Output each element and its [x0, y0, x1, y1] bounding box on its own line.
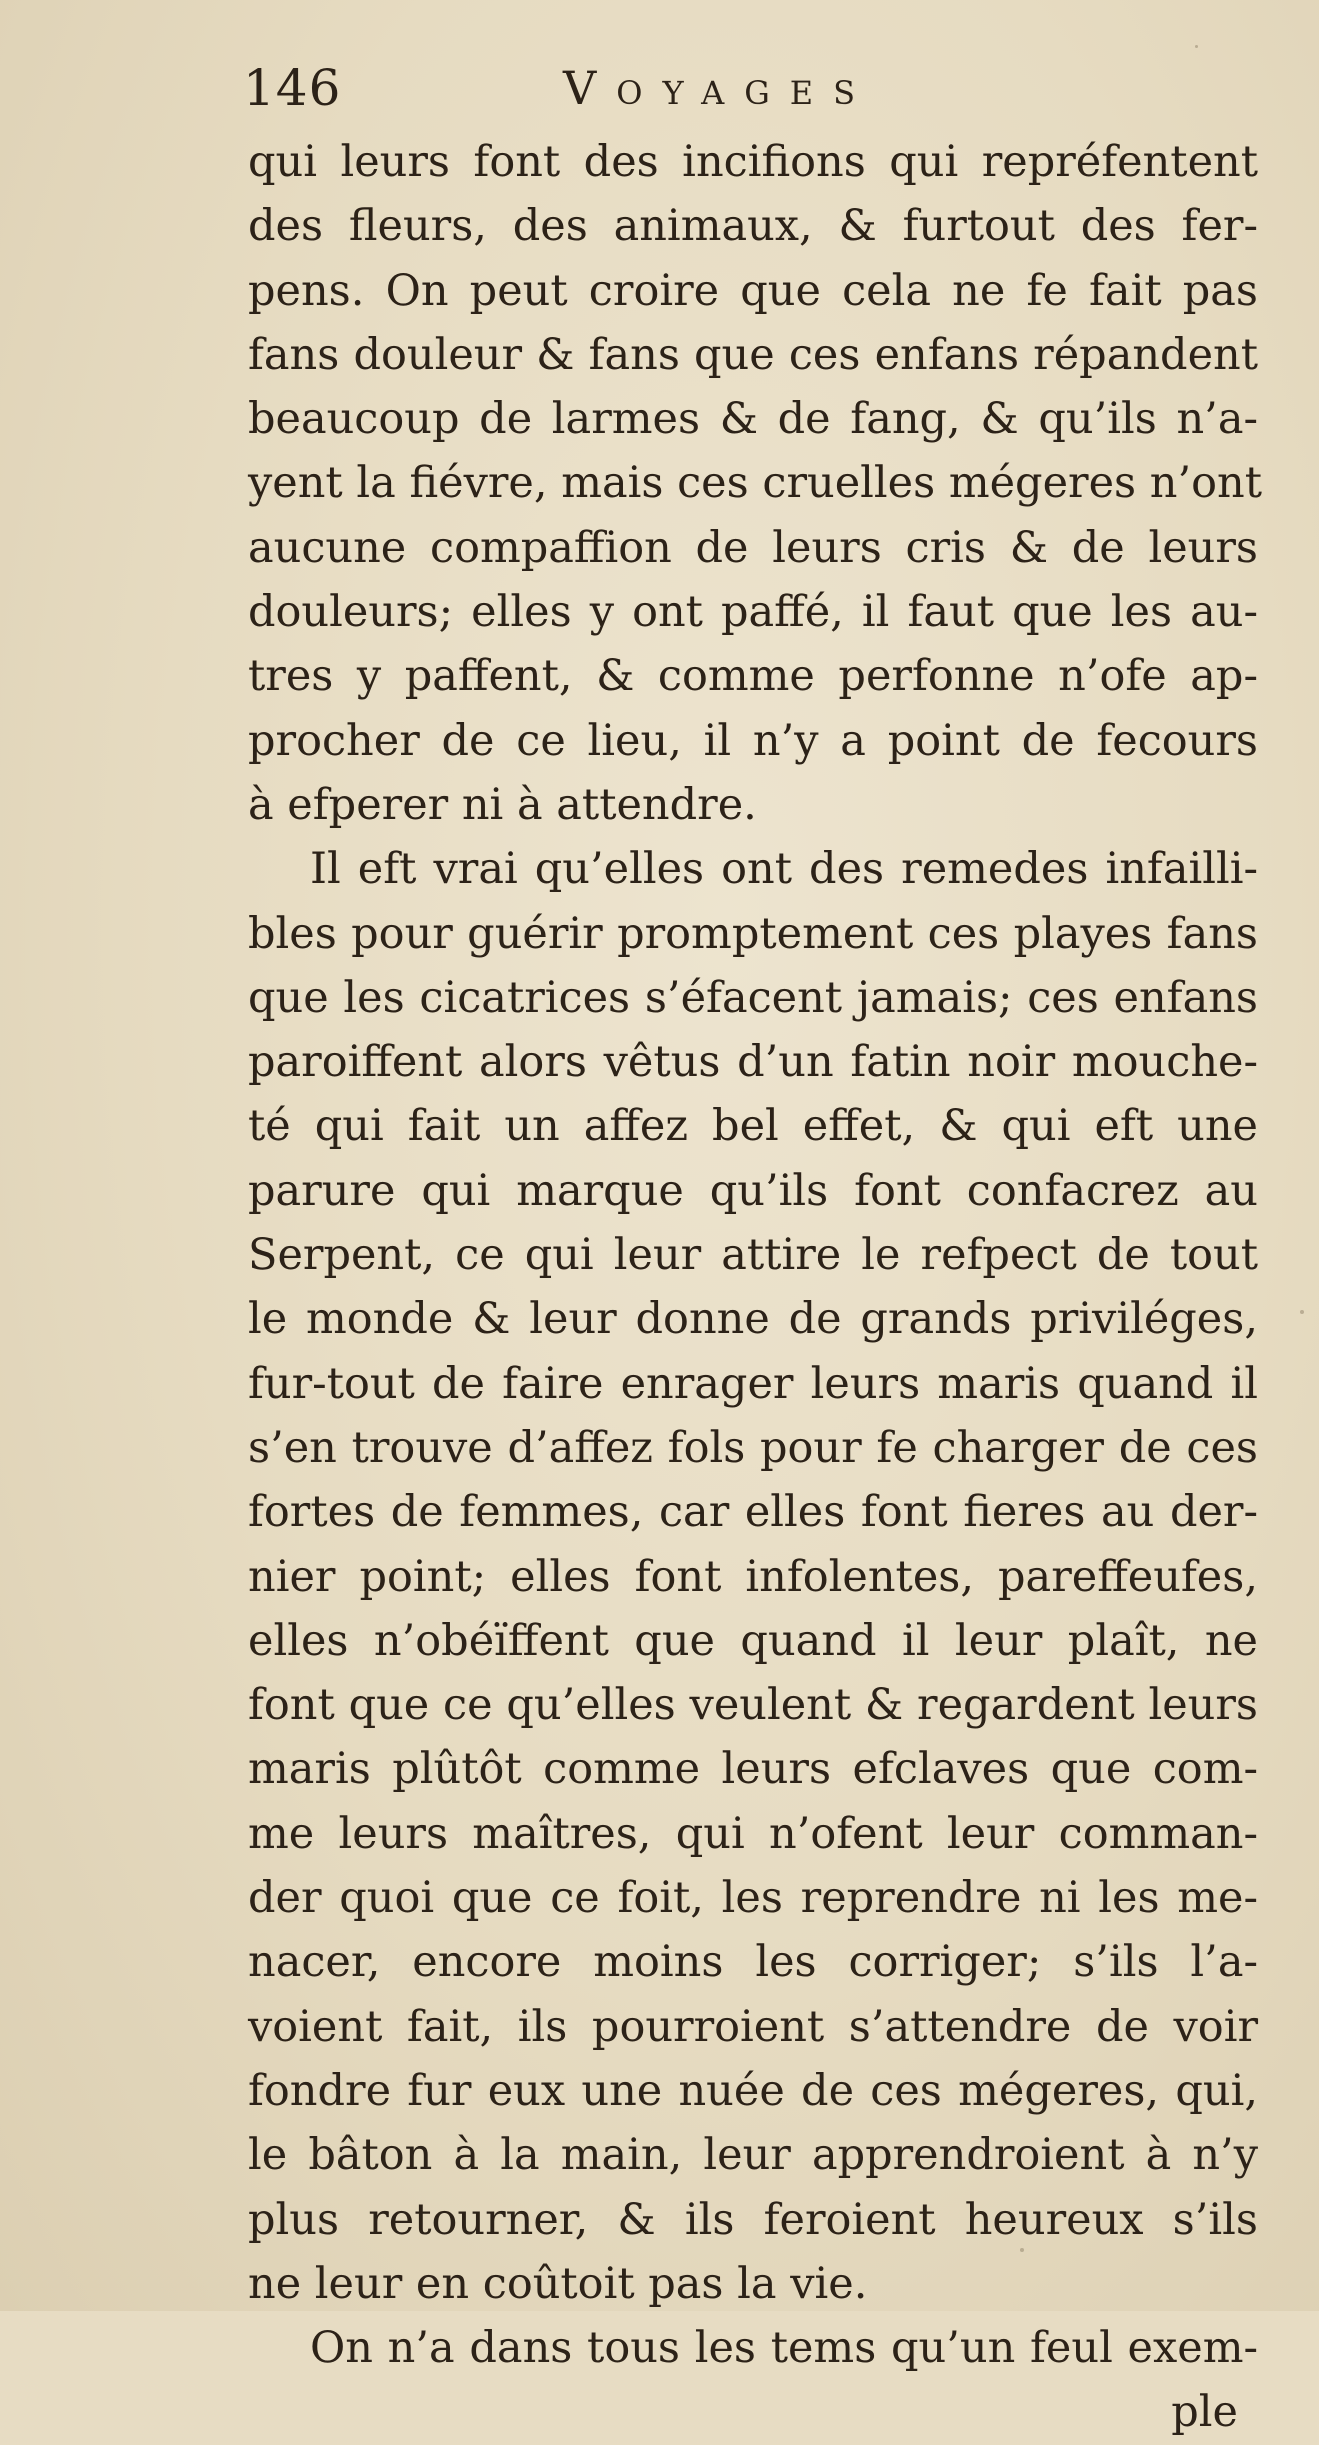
paragraph-start-line: Il eft vrai qu’elles ont des remedes infailli- [310, 844, 1258, 895]
running-head [243, 58, 1243, 118]
text-line: s’en trouve d’affez fols pour fe charger de ces [248, 1422, 1258, 1473]
running-title: Voyages [563, 61, 876, 115]
text-line: pens. On peut croire que cela ne fe fait pas [248, 265, 1258, 316]
text-line: ne leur en coûtoit pas la vie. [248, 2258, 868, 2309]
text-line: qui leurs font des incifions qui repréfentent [248, 137, 1258, 187]
paper-speck [1300, 1310, 1304, 1314]
paper-speck [1195, 45, 1198, 48]
text-line: parure qui marque qu’ils font confacrez au [248, 1165, 1258, 1216]
text-line: nier point; elles font infolentes, pareffeufes, [248, 1551, 1258, 1602]
text-line: douleurs; elles y ont paffé, il faut que les au- [248, 587, 1258, 638]
text-line: me leurs maîtres, qui n’ofent leur comman- [248, 1808, 1258, 1859]
text-line: té qui fait un affez bel effet, & qui eft une [248, 1101, 1258, 1152]
text-line: fondre fur eux une nuée de ces mégeres, qui, [248, 2065, 1258, 2116]
text-line: elles n’obéïffent que quand il leur plaît, ne [248, 1615, 1258, 1666]
text-line: le monde & leur donne de grands priviléges, [248, 1294, 1258, 1345]
text-line: bles pour guérir promptement ces playes fans [248, 908, 1258, 959]
text-line: maris plûtôt comme leurs efclaves que com- [248, 1744, 1258, 1795]
text-line: à efperer ni à attendre. [248, 779, 757, 830]
text-line: beaucoup de larmes & de fang, & qu’ils n’a- [248, 394, 1258, 445]
catchword: ple [1171, 2387, 1238, 2438]
text-line: paroiffent alors vêtus d’un fatin noir mouche- [248, 1037, 1258, 1088]
body-text [248, 130, 1262, 2445]
text-line: plus retourner, & ils feroient heureux s’ils [248, 2194, 1258, 2245]
text-line: der quoi que ce foit, les reprendre ni les me- [248, 1873, 1258, 1924]
text-line: Serpent, ce qui leur attire le refpect de tout [248, 1230, 1258, 1281]
text-line: le bâton à la main, leur apprendroient à n’y [248, 2130, 1258, 2181]
page-number: 146 [243, 59, 342, 117]
text-line: fans douleur & fans que ces enfans répandent [248, 329, 1258, 380]
text-line: tres y paffent, & comme perfonne n’ofe ap- [248, 651, 1258, 702]
text-line: yent la fiévre, mais ces cruelles mégeres n’ont [248, 458, 1262, 509]
text-line: fortes de femmes, car elles font fieres au der- [248, 1487, 1258, 1538]
paper-speck [1020, 2248, 1024, 2252]
text-line: nacer, encore moins les corriger; s’ils l’a- [248, 1937, 1258, 1988]
text-line: procher de ce lieu, il n’y a point de fecours [248, 715, 1258, 766]
paragraph-start-line: On n’a dans tous les tems qu’un feul exem- [310, 2323, 1258, 2374]
text-line: voient fait, ils pourroient s’attendre de voir [248, 2001, 1258, 2052]
text-line: que les cicatrices s’éfacent jamais; ces enfans [248, 972, 1258, 1023]
text-line: font que ce qu’elles veulent & regardent leurs [248, 1680, 1258, 1731]
text-line: aucune compaffion de leurs cris & de leurs [248, 522, 1258, 573]
text-line: fur-tout de faire enrager leurs maris quand il [248, 1358, 1258, 1409]
text-line: des fleurs, des animaux, & furtout des fer- [248, 201, 1258, 252]
